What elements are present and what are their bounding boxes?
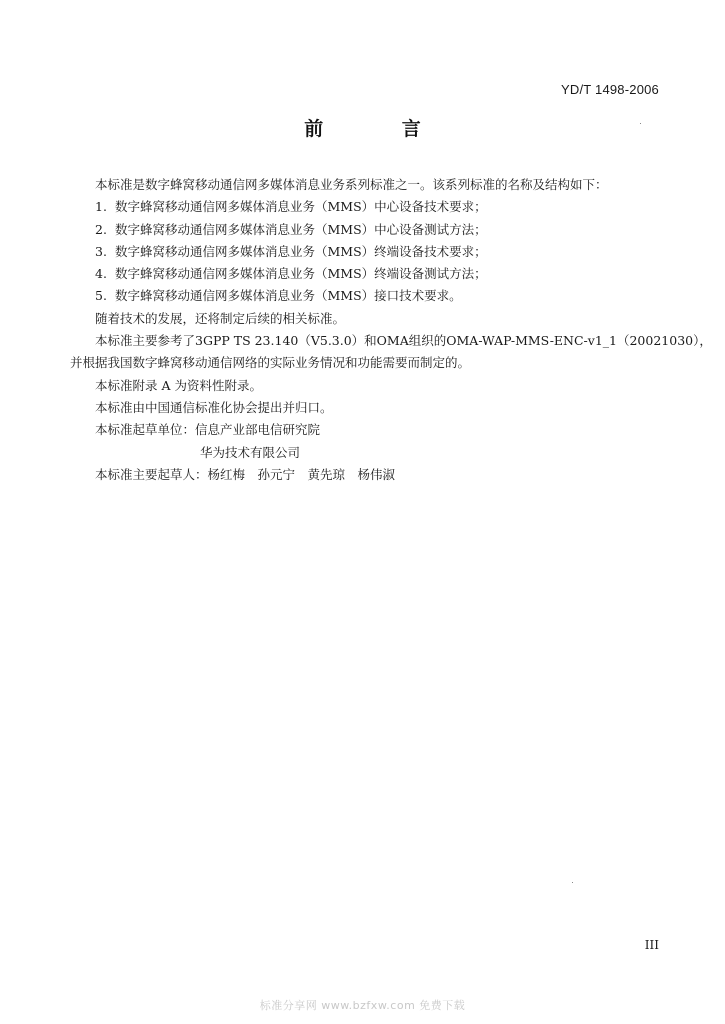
- list-item-number: 4.: [95, 266, 107, 282]
- list-item: [70, 219, 662, 241]
- list-item: [70, 263, 662, 285]
- list-item-number: 1.: [95, 199, 107, 215]
- list-item-text: 数字蜂窝移动通信网多媒体消息业务（MMS）中心设备测试方法；: [115, 221, 487, 237]
- foreword-body: [70, 174, 712, 486]
- drafting-unit-line1: 本标准起草单位：信息产业部电信研究院: [95, 422, 321, 438]
- reference-paragraph-line1: 本标准主要参考了3GPP TS 23.140（V5.3.0）和OMA组织的OMA-WAP-MMS-ENC-v1_1（20021030），: [95, 333, 712, 349]
- list-item-text: 数字蜂窝移动通信网多媒体消息业务（MMS）接口技术要求。: [115, 288, 462, 304]
- drafting-unit-line2: 华为技术有限公司: [200, 444, 301, 460]
- list-item-text: 数字蜂窝移动通信网多媒体消息业务（MMS）中心设备技术要求；: [115, 199, 487, 215]
- intro-paragraph: 本标准是数字蜂窝移动通信网多媒体消息业务系列标准之一。该系列标准的名称及结构如下：: [95, 177, 608, 192]
- scan-speck: [572, 882, 573, 883]
- list-item-number: 3.: [95, 243, 107, 259]
- list-item-text: 数字蜂窝移动通信网多媒体消息业务（MMS）终端设备测试方法；: [115, 266, 487, 282]
- proposer-paragraph: 本标准由中国通信标准化协会提出并归口。: [95, 399, 333, 415]
- list-item: [70, 241, 662, 263]
- reference-paragraph-line2: 并根据我国数字蜂窝移动通信网络的实际业务情况和功能需要而制定的。: [70, 355, 471, 371]
- page-number: III: [644, 938, 659, 952]
- list-item-text: 数字蜂窝移动通信网多媒体消息业务（MMS）终端设备技术要求；: [115, 243, 487, 259]
- drafters-paragraph: 本标准主要起草人：杨红梅 孙元宁 黄先琼 杨伟淑: [95, 466, 396, 482]
- future-standards-paragraph: 随着技术的发展，还将制定后续的相关标准。: [95, 310, 346, 326]
- watermark: 标准分享网 www.bzfxw.com 免费下载: [259, 999, 466, 1012]
- list-item-number: 2.: [95, 221, 107, 237]
- page-title: 前 言: [304, 118, 457, 140]
- list-item: [70, 196, 662, 218]
- list-item: [70, 285, 662, 307]
- standard-number: YD/T 1498-2006: [561, 82, 659, 97]
- scan-speck: [640, 123, 641, 124]
- appendix-paragraph: 本标准附录 A 为资料性附录。: [95, 377, 262, 393]
- list-item-number: 5.: [95, 288, 107, 304]
